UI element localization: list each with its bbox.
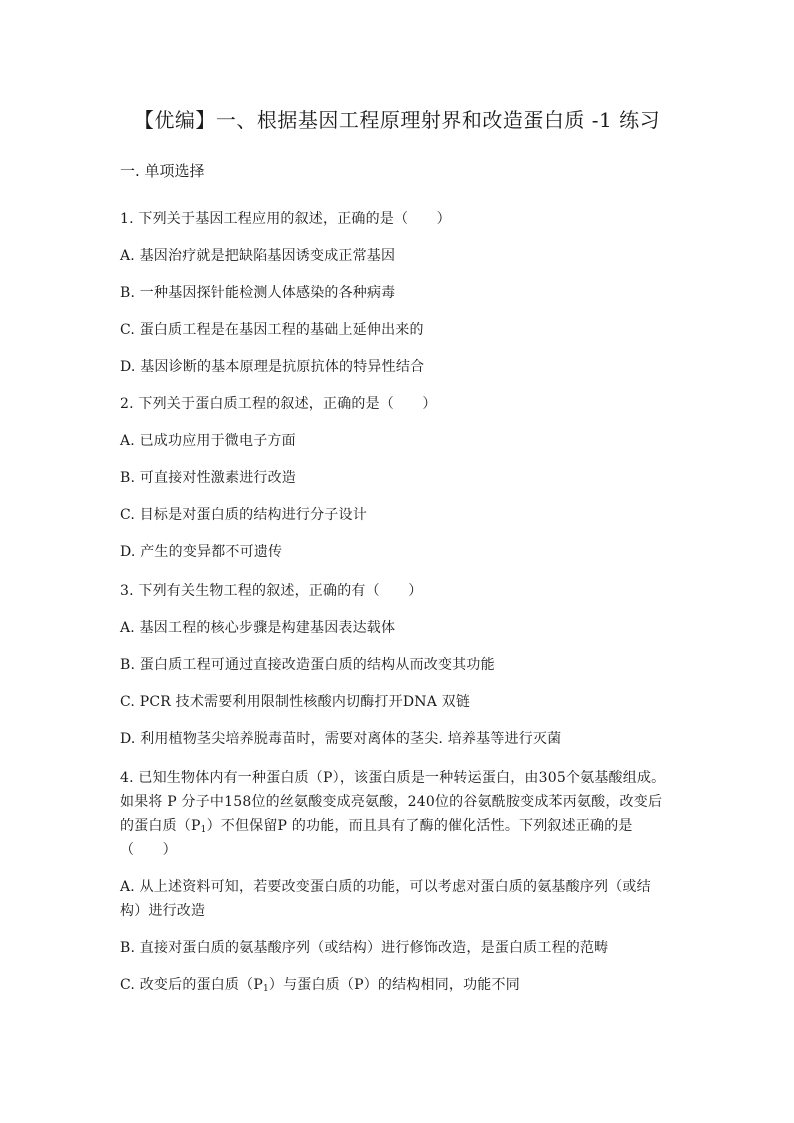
question-4-option-c-part-a: C. 改变后的蛋白质（P (120, 977, 263, 993)
question-3-stem: 3. 下列有关生物工程的叙述，正确的有（ ） (120, 583, 423, 599)
subscript-1: 1 (200, 825, 207, 835)
question-4-option-a-line-1: A. 从上述资料可知，若要改变蛋白质的功能，可以考虑对蛋白质的氨基酸序列（或结 (120, 879, 651, 895)
question-4-stem-line-2: 如果将 P 分子中158位的丝氨酸变成亮氨酸，240位的谷氨酰胺变成苯丙氨酸，改变后 (120, 794, 663, 810)
section-heading: 一. 单项选择 (120, 162, 205, 180)
question-2-option-d: D. 产生的变异都不可遗传 (120, 544, 283, 560)
question-4-stem-line-3-part-b: ）不但保留P 的功能，而且具有了酶的催化活性。下列叙述正确的是 (206, 818, 633, 834)
question-1-option-a: A. 基因治疗就是把缺陷基因诱变成正常基因 (120, 248, 396, 264)
question-3-option-a: A. 基因工程的核心步骤是构建基因表达载体 (120, 620, 396, 636)
question-1-stem: 1. 下列关于基因工程应用的叙述，正确的是（ ） (120, 211, 451, 227)
question-1-option-d: D. 基因诊断的基本原理是抗原抗体的特异性结合 (120, 359, 425, 375)
question-2-option-c: C. 目标是对蛋白质的结构进行分子设计 (120, 507, 367, 523)
question-4-stem-line-3-part-a: 的蛋白质（P (120, 818, 201, 834)
question-4-option-c-part-b: ）与蛋白质（P）的结构相同，功能不同 (268, 977, 520, 993)
subscript-1: 1 (262, 984, 269, 994)
question-4-option-b: B. 直接对蛋白质的氨基酸序列（或结构）进行修饰改造，是蛋白质工程的范畴 (120, 940, 609, 956)
question-3-option-b: B. 蛋白质工程可通过直接改造蛋白质的结构从而改变其功能 (120, 657, 495, 673)
question-4-stem-line-4: （ ） (120, 842, 177, 858)
question-4-option-c (120, 974, 520, 994)
document-title: 【优编】一、根据基因工程原理射界和改造蛋白质 -1 练习 (133, 108, 661, 132)
question-1-option-c: C. 蛋白质工程是在基因工程的基础上延伸出来的 (120, 322, 424, 338)
question-2-stem: 2. 下列关于蛋白质工程的叙述，正确的是（ ） (120, 396, 437, 412)
question-2-option-a: A. 已成功应用于微电子方面 (120, 433, 296, 449)
question-1-option-b: B. 一种基因探针能检测人体感染的各种病毒 (120, 285, 396, 301)
question-3-option-d: D. 利用植物茎尖培养脱毒苗时，需要对离体的茎尖. 培养基等进行灭菌 (120, 731, 562, 747)
question-4-option-a-line-2: 构）进行改造 (120, 903, 206, 919)
question-4-stem-line-3 (120, 815, 633, 835)
question-2-option-b: B. 可直接对性激素进行改造 (120, 470, 296, 486)
question-4-stem-line-1: 4. 已知生物体内有一种蛋白质（P），该蛋白质是一种转运蛋白，由305个氨基酸组成。 (120, 770, 666, 786)
question-3-option-c: C. PCR 技术需要利用限制性核酸内切酶打开DNA 双链 (120, 694, 471, 710)
